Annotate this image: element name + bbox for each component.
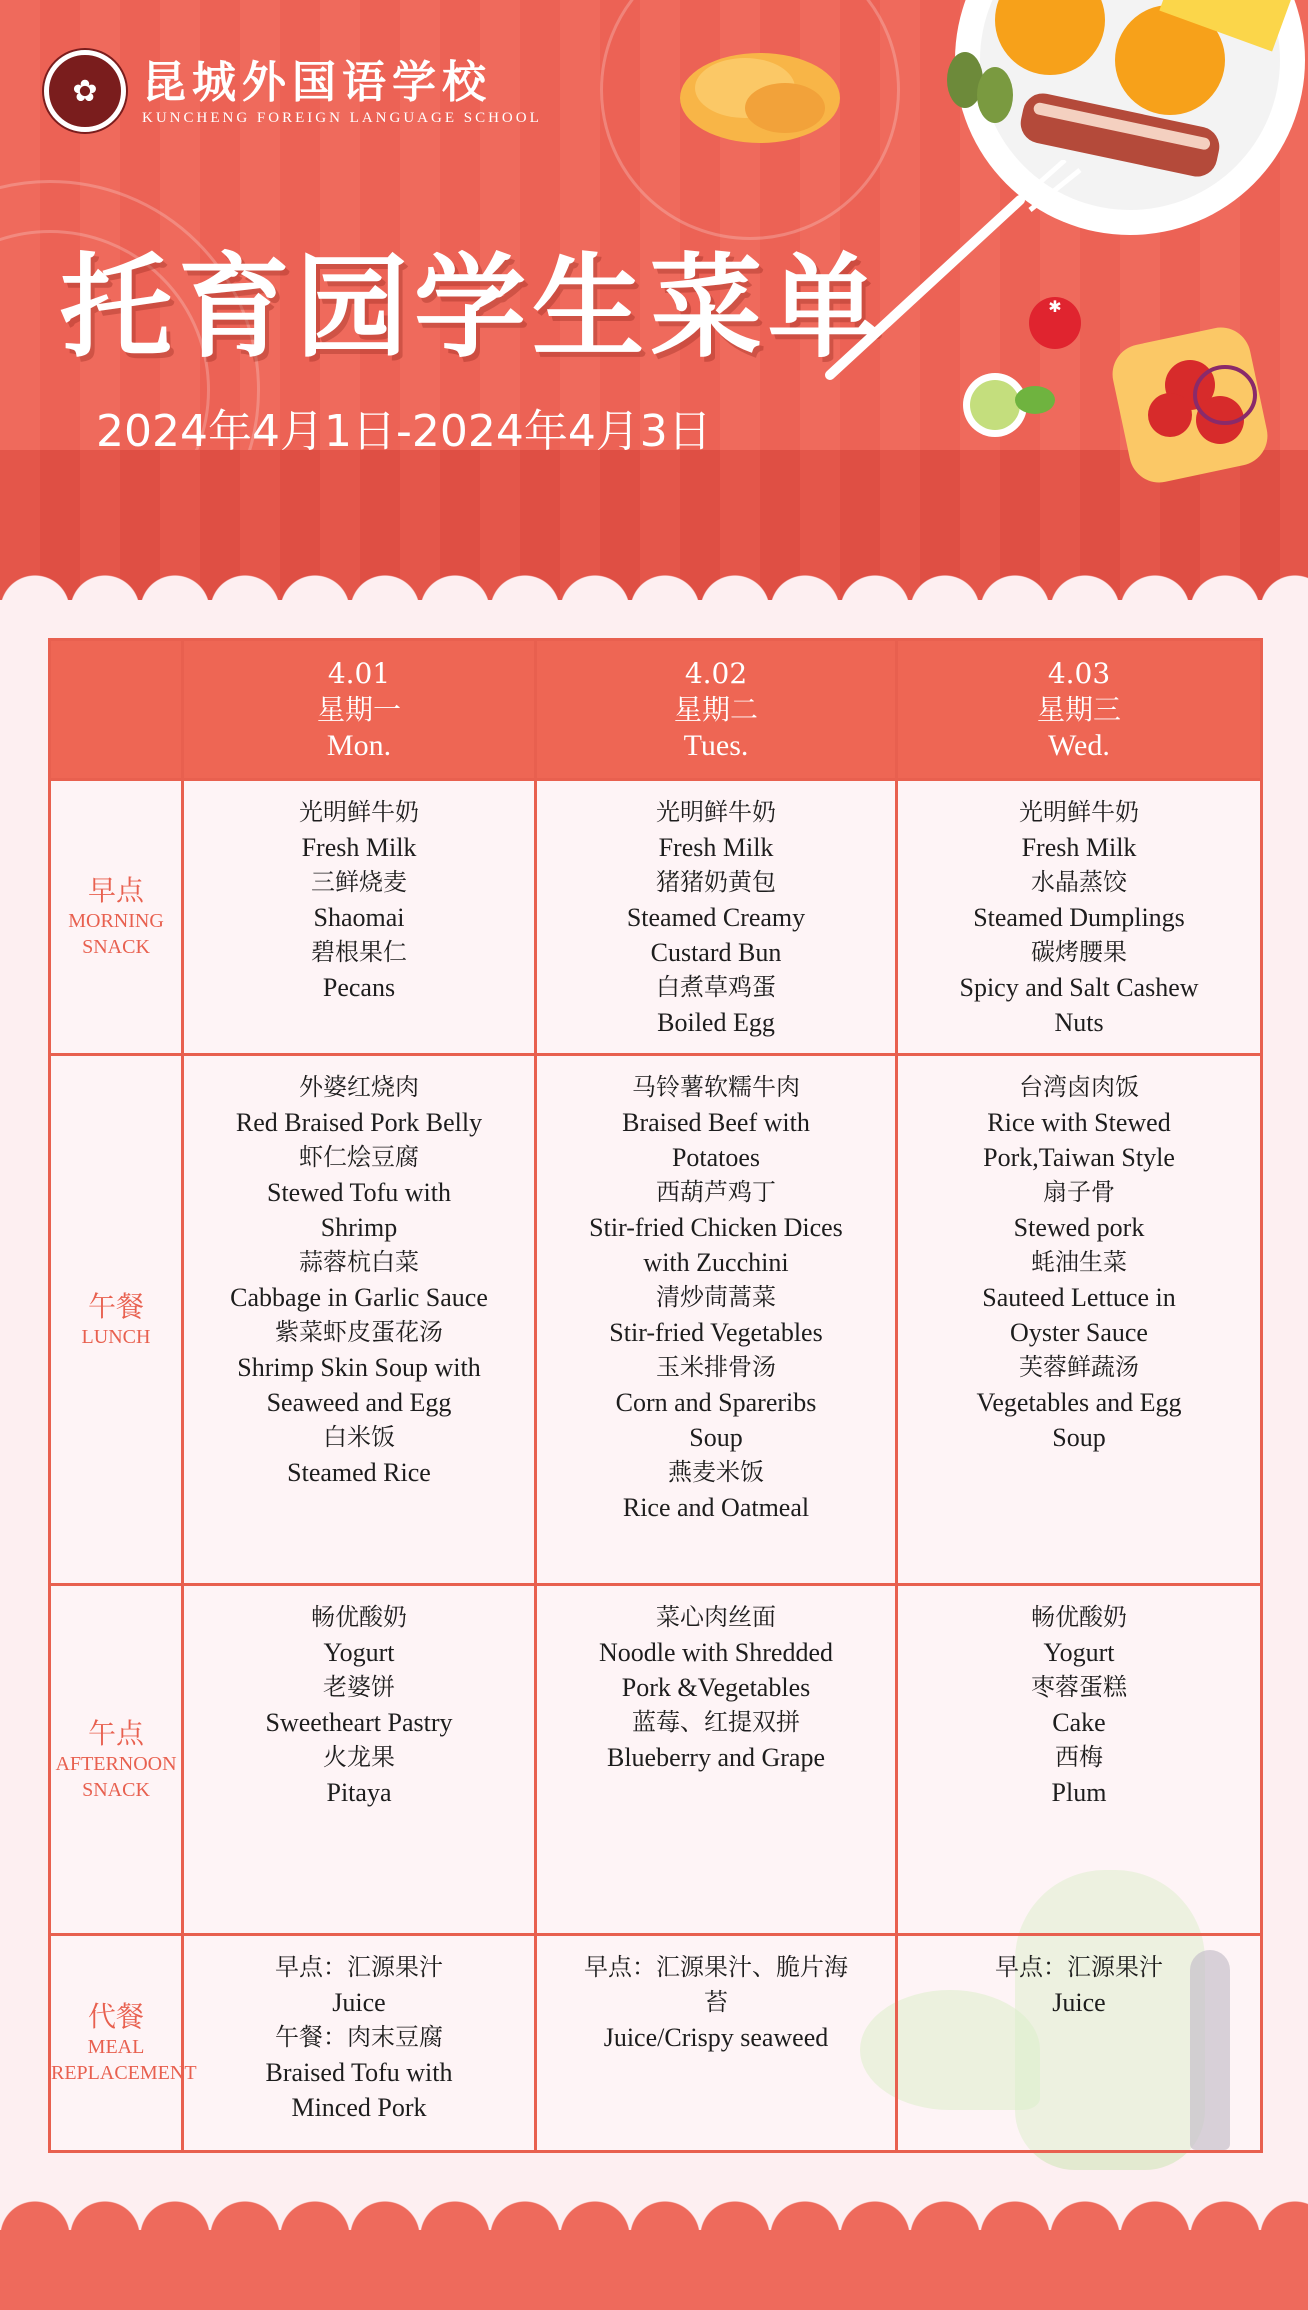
- dish-name-en: Soup: [1052, 1423, 1106, 1452]
- dish-name-en: Custard Bun: [650, 938, 782, 967]
- meal-label-cn: 早点: [87, 874, 144, 907]
- dish-name-cn: 早点：汇源果汁: [275, 1953, 443, 1981]
- dish-name-en: Boiled Egg: [657, 1008, 775, 1037]
- dish-name-cn: 玉米排骨汤: [656, 1353, 776, 1381]
- dish-name-en: Vegetables and Egg: [976, 1388, 1182, 1417]
- dish-name-cn: 碳烤腰果: [1031, 938, 1127, 966]
- menu-cell: [536, 780, 897, 1055]
- menu-cell: [536, 1055, 897, 1585]
- svg-text:✱: ✱: [1048, 297, 1062, 316]
- dish-name-en: Yogurt: [323, 1638, 395, 1667]
- corner-cell: [50, 640, 183, 780]
- dish-name-cn: 虾仁烩豆腐: [299, 1143, 419, 1171]
- dish-name-cn: 早点：汇源果汁、脆片海: [584, 1953, 848, 1981]
- dish-name-cn: 扇子骨: [1043, 1178, 1115, 1206]
- dish-name-cn: 午餐：肉末豆腐: [275, 2023, 443, 2051]
- date-range: 2024年4月1日-2024年4月3日: [96, 406, 712, 457]
- dish-name-en: Pork,Taiwan Style: [983, 1143, 1175, 1172]
- table-row: [50, 1935, 1262, 2152]
- dish-name-cn: 苔: [704, 1988, 728, 2016]
- dish-name-cn: 光明鲜牛奶: [299, 798, 419, 826]
- dish-name-en: Corn and Spareribs: [615, 1388, 817, 1417]
- dish-name-cn: 蒜蓉杭白菜: [299, 1248, 419, 1276]
- lemon-slice-icon: [950, 365, 1060, 445]
- dish-name-en: Stir-fried Vegetables: [609, 1318, 823, 1347]
- menu-cell: [897, 780, 1262, 1055]
- dish-name-en: Sweetheart Pastry: [265, 1708, 453, 1737]
- dish-name-cn: 早点：汇源果汁: [995, 1953, 1163, 1981]
- dish-name-cn: 马铃薯软糯牛肉: [632, 1073, 800, 1101]
- day-en: Wed.: [1048, 728, 1110, 762]
- dish-name-en: Braised Beef with: [622, 1108, 810, 1137]
- page-title: 托育园学生菜单: [60, 243, 886, 373]
- day-cn: 星期三: [1036, 692, 1121, 726]
- dish-name-cn: 畅优酸奶: [1031, 1603, 1127, 1631]
- dish-name-en: Seaweed and Egg: [266, 1388, 452, 1417]
- dish-name-cn: 西梅: [1055, 1743, 1103, 1771]
- dish-name-cn: 台湾卤肉饭: [1019, 1073, 1139, 1101]
- menu-cell: [536, 1935, 897, 2152]
- dish-name-en: Soup: [689, 1423, 743, 1452]
- dish-name-en: Nuts: [1054, 1008, 1104, 1037]
- table-header-row: [50, 640, 1262, 780]
- meal-label-en: AFTERNOON: [55, 1752, 177, 1775]
- day-en: Tues.: [683, 728, 749, 762]
- tomato-icon: [1020, 290, 1090, 350]
- dish-name-cn: 西葫芦鸡丁: [656, 1178, 776, 1206]
- table-row: [50, 1585, 1262, 1935]
- dish-name-en: Red Braised Pork Belly: [235, 1108, 483, 1137]
- menu-cell: [897, 1055, 1262, 1585]
- dish-name-en: Oyster Sauce: [1010, 1318, 1148, 1347]
- dish-name-en: Braised Tofu with: [265, 2058, 453, 2087]
- menu-cell: [536, 1585, 897, 1935]
- dish-name-cn: 芙蓉鲜蔬汤: [1019, 1353, 1139, 1381]
- dish-name-cn: 枣蓉蛋糕: [1031, 1673, 1127, 1701]
- dish-name-cn: 三鲜烧麦: [311, 868, 407, 896]
- meal-label-en: SNACK: [82, 936, 150, 958]
- meal-label-cn: 午餐: [87, 1289, 144, 1323]
- dish-name-cn: 老婆饼: [323, 1673, 395, 1701]
- table-row: [50, 780, 1262, 1055]
- dish-name-cn: 蓝莓、红提双拼: [632, 1708, 800, 1736]
- day-date: 4.02: [684, 656, 748, 690]
- dish-name-cn: 光明鲜牛奶: [656, 798, 776, 826]
- dish-name-en: Pecans: [322, 973, 396, 1002]
- school-name-cn: 昆城外国语学校: [142, 56, 492, 108]
- dish-name-cn: 紫菜虾皮蛋花汤: [275, 1318, 443, 1346]
- day-header: [897, 640, 1262, 780]
- menu-cell: [183, 1055, 536, 1585]
- dish-name-en: Rice and Oatmeal: [622, 1493, 810, 1522]
- dish-name-en: Pitaya: [326, 1778, 392, 1807]
- dish-name-en: Shaomai: [313, 903, 405, 932]
- school-logo-icon: ✿: [44, 50, 126, 132]
- dish-name-en: Potatoes: [671, 1143, 761, 1172]
- dish-name-cn: 猪猪奶黄包: [656, 868, 776, 896]
- dish-name-en: Cake: [1052, 1708, 1106, 1737]
- toast-icon: [1110, 315, 1280, 490]
- day-header: [536, 640, 897, 780]
- croissant-icon: [670, 28, 850, 158]
- meal-label: [50, 1055, 183, 1585]
- dish-name-en: Stir-fried Chicken Dices: [589, 1213, 843, 1242]
- day-date: 4.03: [1047, 656, 1111, 690]
- dish-name-cn: 白煮草鸡蛋: [656, 973, 776, 1001]
- dish-name-en: Fresh Milk: [301, 833, 417, 862]
- dish-name-cn: 碧根果仁: [311, 938, 407, 966]
- menu-cell: [897, 1935, 1262, 2152]
- dish-name-en: Steamed Creamy: [626, 903, 806, 932]
- dish-name-en: Shrimp: [320, 1213, 398, 1242]
- day-en: Mon.: [326, 728, 392, 762]
- dish-name-en: Shrimp Skin Soup with: [237, 1353, 481, 1382]
- dish-name-en: Stewed pork: [1013, 1213, 1145, 1242]
- dish-name-en: with Zucchini: [643, 1248, 789, 1277]
- dish-name-en: Fresh Milk: [1021, 833, 1137, 862]
- day-header: [183, 640, 536, 780]
- dish-name-cn: 火龙果: [323, 1743, 395, 1771]
- dish-name-en: Spicy and Salt Cashew: [959, 973, 1199, 1002]
- dish-name-en: Pork &Vegetables: [621, 1673, 811, 1702]
- day-cn: 星期二: [673, 692, 758, 726]
- school-name-en: KUNCHENG FOREIGN LANGUAGE SCHOOL: [142, 109, 542, 126]
- dish-name-cn: 清炒茼蒿菜: [656, 1283, 776, 1311]
- meal-label: [50, 1585, 183, 1935]
- menu-cell: [897, 1585, 1262, 1935]
- meal-label-en: MEAL: [87, 2036, 145, 2058]
- meal-label-en: SNACK: [82, 1778, 150, 1801]
- dish-name-en: Steamed Dumplings: [973, 903, 1185, 932]
- menu-table: [48, 638, 1263, 2153]
- dish-name-en: Cabbage in Garlic Sauce: [230, 1283, 488, 1312]
- meal-label-en: REPLACEMENT: [51, 2062, 197, 2084]
- menu-cell: [183, 780, 536, 1055]
- dish-name-en: Yogurt: [1043, 1638, 1115, 1667]
- meal-label-en: MORNING: [68, 910, 164, 932]
- dish-name-en: Rice with Stewed: [987, 1108, 1171, 1137]
- dish-name-cn: 燕麦米饭: [668, 1458, 764, 1486]
- menu-cell: [183, 1585, 536, 1935]
- dish-name-en: Sauteed Lettuce in: [982, 1283, 1176, 1312]
- footer-band: [0, 2230, 1308, 2310]
- day-date: 4.01: [327, 656, 391, 690]
- fork-icon: [820, 160, 1100, 390]
- dish-name-en: Fresh Milk: [658, 833, 774, 862]
- meal-label: [50, 1935, 197, 2152]
- dish-name-en: Noodle with Shredded: [599, 1638, 833, 1667]
- meal-label: [50, 780, 183, 1055]
- dish-name-en: Plum: [1051, 1778, 1107, 1807]
- menu-body: [50, 780, 1262, 2152]
- menu-cell: [183, 1935, 536, 2152]
- header-banner: [0, 0, 1308, 600]
- dish-name-en: Minced Pork: [291, 2093, 427, 2122]
- dish-name-en: Juice: [332, 1988, 386, 2017]
- dish-name-en: Steamed Rice: [287, 1458, 431, 1487]
- dish-name-en: Blueberry and Grape: [606, 1743, 826, 1772]
- table-row: [50, 1055, 1262, 1585]
- dish-name-cn: 畅优酸奶: [311, 1603, 407, 1631]
- meal-label-en: LUNCH: [81, 1325, 151, 1348]
- day-cn: 星期一: [316, 692, 401, 726]
- dish-name-cn: 外婆红烧肉: [299, 1073, 419, 1101]
- meal-label-cn: 代餐: [87, 2000, 144, 2033]
- meal-label-cn: 午点: [87, 1716, 144, 1750]
- scallop-divider: [0, 560, 1308, 600]
- dish-name-cn: 白米饭: [323, 1423, 395, 1451]
- dish-name-cn: 光明鲜牛奶: [1019, 798, 1139, 826]
- dish-name-en: Stewed Tofu with: [266, 1178, 452, 1207]
- dish-name-cn: 菜心肉丝面: [656, 1603, 776, 1631]
- dish-name-cn: 水晶蒸饺: [1031, 868, 1127, 896]
- school-brand: [44, 50, 542, 132]
- dish-name-cn: 蚝油生菜: [1031, 1248, 1127, 1276]
- dish-name-en: Juice/Crispy seaweed: [603, 2023, 829, 2052]
- dish-name-en: Juice: [1052, 1988, 1106, 2017]
